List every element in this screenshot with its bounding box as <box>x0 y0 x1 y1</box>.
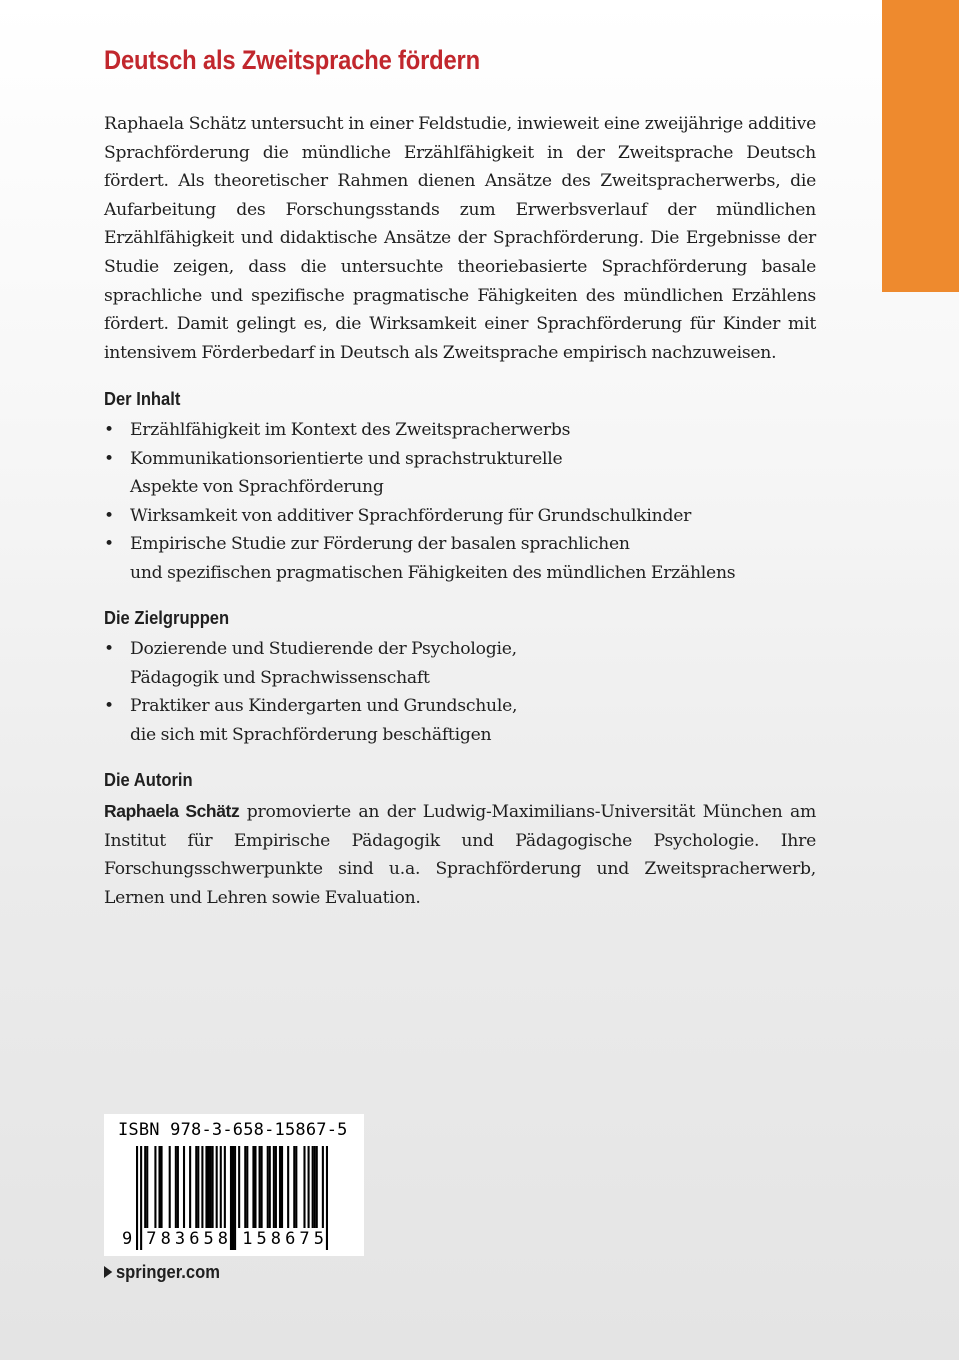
zielgruppen-list <box>104 635 824 749</box>
barcode-bar <box>144 1146 146 1228</box>
barcode-bar <box>161 1146 163 1228</box>
barcode-digit: 5 <box>203 1229 214 1249</box>
barcode-bar <box>224 1146 226 1228</box>
list-item-line: Kommunikationsorientierte und sprachstrukturelle <box>130 448 563 469</box>
barcode-bar <box>234 1146 236 1250</box>
barcode-bar <box>158 1146 160 1228</box>
barcode-digit: 9 <box>122 1229 133 1249</box>
barcode-bar <box>212 1146 214 1228</box>
barcode-bar <box>303 1146 305 1228</box>
barcode-bar <box>189 1146 191 1228</box>
barcode-digit: 1 <box>242 1229 253 1249</box>
barcode-bar <box>261 1146 263 1228</box>
barcode-bar <box>295 1146 297 1228</box>
book-title: Deutsch als Zweitsprache fördern <box>104 45 480 75</box>
barcode-bar <box>254 1146 256 1228</box>
barcode-bar <box>183 1146 185 1228</box>
barcode-digit: 6 <box>189 1229 200 1249</box>
barcode-bar <box>279 1146 281 1228</box>
barcode-bar <box>140 1146 142 1250</box>
list-item-line: Erzählfähigkeit im Kontext des Zweitspracherwerbs <box>130 420 571 440</box>
author-name: Raphaela Schätz <box>104 801 240 821</box>
list-item <box>104 530 824 587</box>
barcode-digit: 8 <box>217 1229 228 1249</box>
barcode-bar <box>210 1146 212 1228</box>
heading-inhalt: Der Inhalt <box>104 389 181 409</box>
barcode-bar <box>154 1146 156 1228</box>
barcode-digit: 8 <box>160 1229 171 1249</box>
barcode-digit: 8 <box>270 1229 282 1249</box>
barcode-bar <box>326 1146 328 1250</box>
list-item-line: Praktiker aus Kindergarten und Grundschule, <box>130 696 518 717</box>
barcode-bar <box>244 1146 246 1228</box>
barcode-bar <box>314 1146 316 1228</box>
barcode-bar <box>281 1146 283 1228</box>
barcode-digit: 7 <box>146 1229 157 1249</box>
bullet-icon: • <box>104 534 114 555</box>
list-item <box>104 416 824 445</box>
list-item <box>104 445 824 502</box>
autorin-paragraph <box>104 797 816 912</box>
barcode-bar <box>273 1146 275 1228</box>
springer-link[interactable] <box>104 1262 220 1283</box>
author-bio: promovierte an der Ludwig-Maximilians-Universität München am Institut für Empirische Pädagogik und Pädagogische Psychologie. Ihre Forschungsschwerpunkte sind u.a. Sprachförderung und Zweitspracherwerb, Lernen und Lehren sowie Evaluation. <box>104 802 816 908</box>
barcode-bar <box>230 1146 232 1250</box>
list-item <box>104 692 824 749</box>
barcode-bar <box>205 1146 207 1228</box>
barcode-bar <box>146 1146 148 1228</box>
barcode-bar <box>136 1146 138 1250</box>
barcode-bar <box>175 1146 177 1228</box>
barcode-bar <box>169 1146 171 1228</box>
triangle-arrow-icon <box>104 1266 112 1278</box>
heading-zielgruppen: Die Zielgruppen <box>104 608 230 628</box>
list-item-line: Wirksamkeit von additiver Sprachförderung für Grundschulkinder <box>130 505 692 526</box>
springer-link-text: springer.com <box>115 1262 220 1282</box>
orange-accent-tab <box>882 0 959 292</box>
barcode-bar <box>207 1146 209 1228</box>
barcode-bar <box>220 1146 222 1228</box>
isbn-label: ISBN 978-3-658-15867-5 <box>118 1120 348 1140</box>
barcode-digit: 5 <box>313 1229 324 1249</box>
barcode-bar <box>267 1146 269 1228</box>
barcode-bar <box>312 1146 314 1228</box>
list-item-line: Empirische Studie zur Förderung der basalen sprachlichen <box>130 534 630 555</box>
barcode-digit: 3 <box>174 1229 186 1249</box>
barcode-bar <box>201 1146 203 1228</box>
bullet-icon: • <box>104 448 114 469</box>
barcode-bar <box>238 1146 240 1228</box>
barcode-bar <box>259 1146 261 1228</box>
barcode-graphic <box>104 1114 364 1256</box>
list-item <box>104 635 824 692</box>
barcode-bar <box>177 1146 179 1228</box>
barcode-bar <box>275 1146 277 1228</box>
list-item-line: Pädagogik und Sprachwissenschaft <box>130 667 430 688</box>
barcode-bar <box>252 1146 254 1228</box>
list-item-line: Aspekte von Sprachförderung <box>130 477 384 498</box>
barcode-bar <box>216 1146 218 1228</box>
bullet-icon: • <box>104 420 114 440</box>
barcode-digit: 7 <box>299 1229 310 1249</box>
isbn-barcode <box>104 1114 364 1256</box>
barcode-bar <box>232 1146 234 1250</box>
intro-paragraph: Raphaela Schätz untersucht in einer Feldstudie, inwieweit eine zweijährige additive Sprachförderung die mündliche Erzählfähigkeit in der Zweitsprache Deutsch fördert. Als theoretischer Rahmen dienen Ansätze des Zweitspracherwerbs, die Aufarbeitung des Forschungsstands zum Erwerbsverlauf der mündlichen Erzählfähigkeit und didaktische Ansätze der Sprachförderung. Die Ergebnisse der Studie zeigen, dass die untersuchte theoriebasierte Sprachförderung basale sprachliche und spezifische pragmatische Fähigkeiten des mündlichen Erzählens fördert. Damit gelingt es, die Wirksamkeit einer Sprachförderung für Kinder mit intensivem Förderbedarf in Deutsch als Zweitsprache empirisch nachzuweisen. <box>104 114 816 363</box>
barcode-bar <box>316 1146 318 1228</box>
barcode-bar <box>293 1146 295 1228</box>
bullet-icon: • <box>104 696 114 717</box>
barcode-bar <box>195 1146 197 1228</box>
bullet-icon: • <box>104 639 114 659</box>
barcode-bar <box>287 1146 289 1228</box>
heading-autorin: Die Autorin <box>104 770 193 790</box>
barcode-digit: 6 <box>285 1229 296 1249</box>
list-item-line: und spezifischen pragmatischen Fähigkeiten des mündlichen Erzählens <box>130 562 736 583</box>
list-item-line: die sich mit Sprachförderung beschäftigen <box>130 724 492 745</box>
barcode-bar <box>197 1146 199 1228</box>
barcode-bar <box>322 1146 324 1228</box>
inhalt-list <box>104 416 824 588</box>
bullet-icon: • <box>104 505 114 526</box>
barcode-bar <box>269 1146 271 1228</box>
list-item-line: Dozierende und Studierende der Psychologie, <box>130 639 517 659</box>
barcode-digit: 5 <box>256 1229 267 1249</box>
barcode-bar <box>246 1146 248 1228</box>
barcode-bar <box>308 1146 310 1228</box>
list-item <box>104 502 824 531</box>
